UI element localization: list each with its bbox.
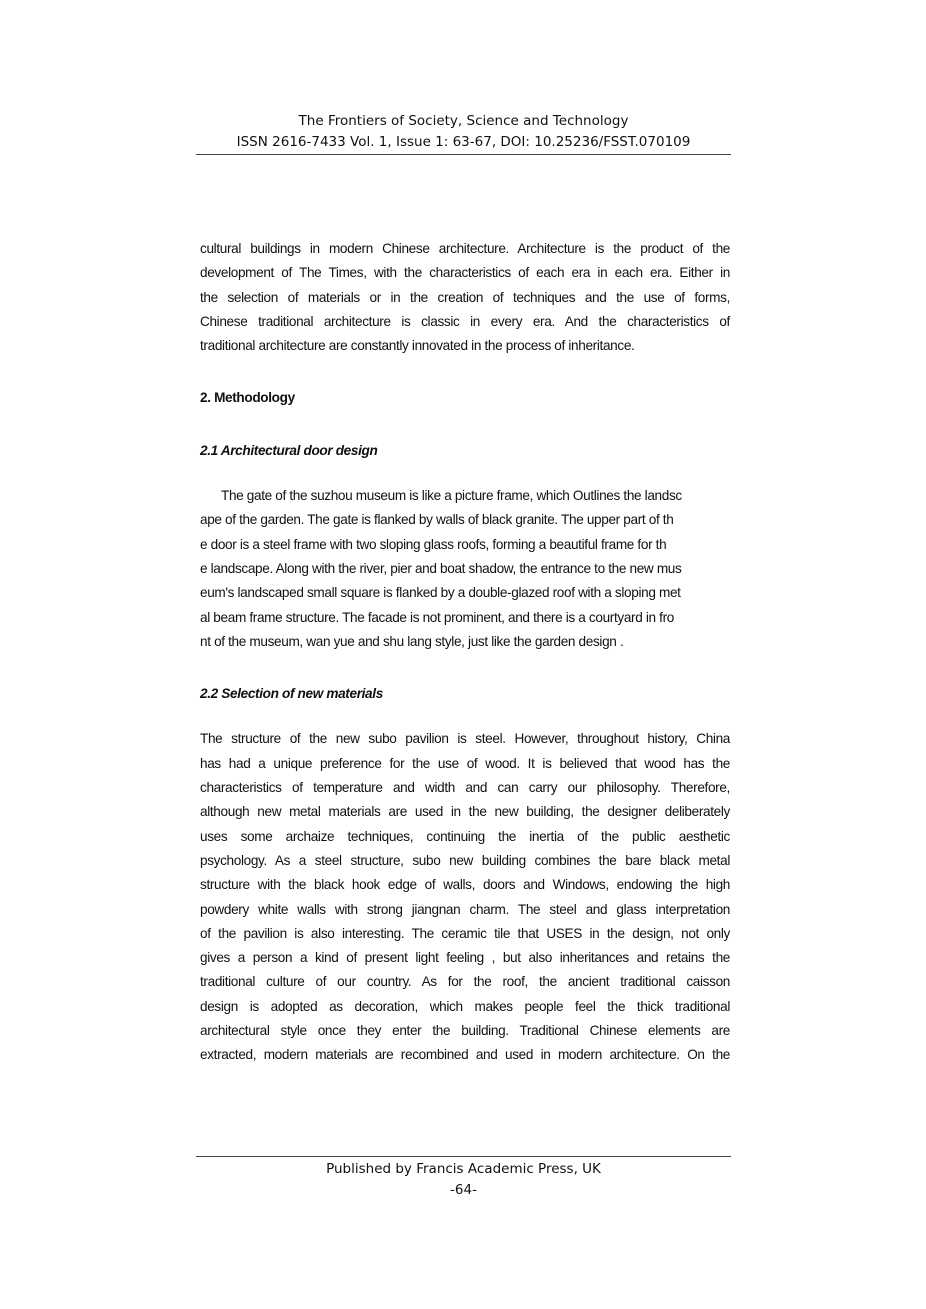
text-line: powdery white walls with strong jiangnan charm. The steel and glass interpretation: [200, 901, 730, 917]
text-line: eum's landscaped small square is flanked by a double-glazed roof with a sloping met: [200, 585, 681, 601]
body-text: [200, 237, 730, 1068]
text-line: characteristics of temperature and width and can carry our philosophy. Therefore,: [200, 780, 730, 796]
text-line: traditional culture of our country. As for the roof, the ancient traditional caisson: [200, 974, 730, 990]
issn-line: ISSN 2616-7433 Vol. 1, Issue 1: 63-67, DOI: 10.25236/FSST.070109: [236, 134, 691, 150]
text-line: traditional architecture are constantly innovated in the process of inheritance.: [200, 338, 635, 354]
text-line: design is adopted as decoration, which makes people feel the thick traditional: [200, 998, 730, 1014]
text-line: uses some archaize techniques, continuing the inertia of the public aesthetic: [200, 828, 730, 844]
text-line: cultural buildings in modern Chinese architecture. Architecture is the product of the: [200, 241, 730, 256]
text-line: The structure of the new subo pavilion is steel. However, throughout history, China: [200, 731, 730, 747]
text-line: of the pavilion is also interesting. The ceramic tile that USES in the design, not only: [200, 925, 730, 941]
text-line: Chinese traditional architecture is classic in every era. And the characteristics of: [200, 313, 730, 329]
running-header: [196, 111, 731, 153]
text-line: e door is a steel frame with two sloping glass roofs, forming a beautiful frame for th: [200, 536, 667, 552]
text-line: The gate of the suzhou museum is like a picture frame, which Outlines the landsc: [221, 488, 682, 504]
door-design-paragraph: [200, 484, 730, 654]
text-line: al beam frame structure. The facade is not prominent, and there is a courtyard in fro: [200, 609, 674, 625]
text-line: extracted, modern materials are recombined and used in modern architecture. On the: [200, 1047, 730, 1063]
text-line: gives a person a kind of present light feeling , but also inheritances and retains the: [200, 950, 730, 966]
journal-title: The Frontiers of Society, Science and Technology: [298, 113, 629, 129]
text-line: psychology. As a steel structure, subo new building combines the bare black metal: [200, 852, 730, 868]
new-materials-paragraph: [200, 727, 730, 1067]
header-divider: [196, 154, 731, 155]
text-line: although new metal materials are used in the new building, the designer deliberately: [200, 804, 730, 820]
page-number: -64-: [450, 1182, 477, 1198]
running-footer: [196, 1159, 731, 1201]
subsection-heading-new-materials: 2.2 Selection of new materials: [200, 686, 383, 702]
subsection-heading-door-design: 2.1 Architectural door design: [200, 442, 378, 458]
text-line: development of The Times, with the characteristics of each era in each era. Either in: [200, 265, 730, 281]
intro-paragraph: [200, 237, 730, 358]
text-line: ape of the garden. The gate is flanked by walls of black granite. The upper part of th: [200, 512, 674, 528]
text-line: nt of the museum, wan yue and shu lang style, just like the garden design .: [200, 633, 624, 649]
text-line: e landscape. Along with the river, pier and boat shadow, the entrance to the new mus: [200, 560, 682, 576]
text-line: structure with the black hook edge of walls, doors and Windows, endowing the high: [200, 877, 730, 893]
section-heading-methodology: 2. Methodology: [200, 390, 295, 406]
footer-divider: [196, 1156, 731, 1157]
text-line: the selection of materials or in the creation of techniques and the use of forms,: [200, 289, 730, 305]
text-line: has had a unique preference for the use of wood. It is believed that wood has the: [200, 755, 730, 771]
publisher-line: Published by Francis Academic Press, UK: [326, 1161, 601, 1177]
text-line: architectural style once they enter the building. Traditional Chinese elements are: [200, 1023, 730, 1039]
